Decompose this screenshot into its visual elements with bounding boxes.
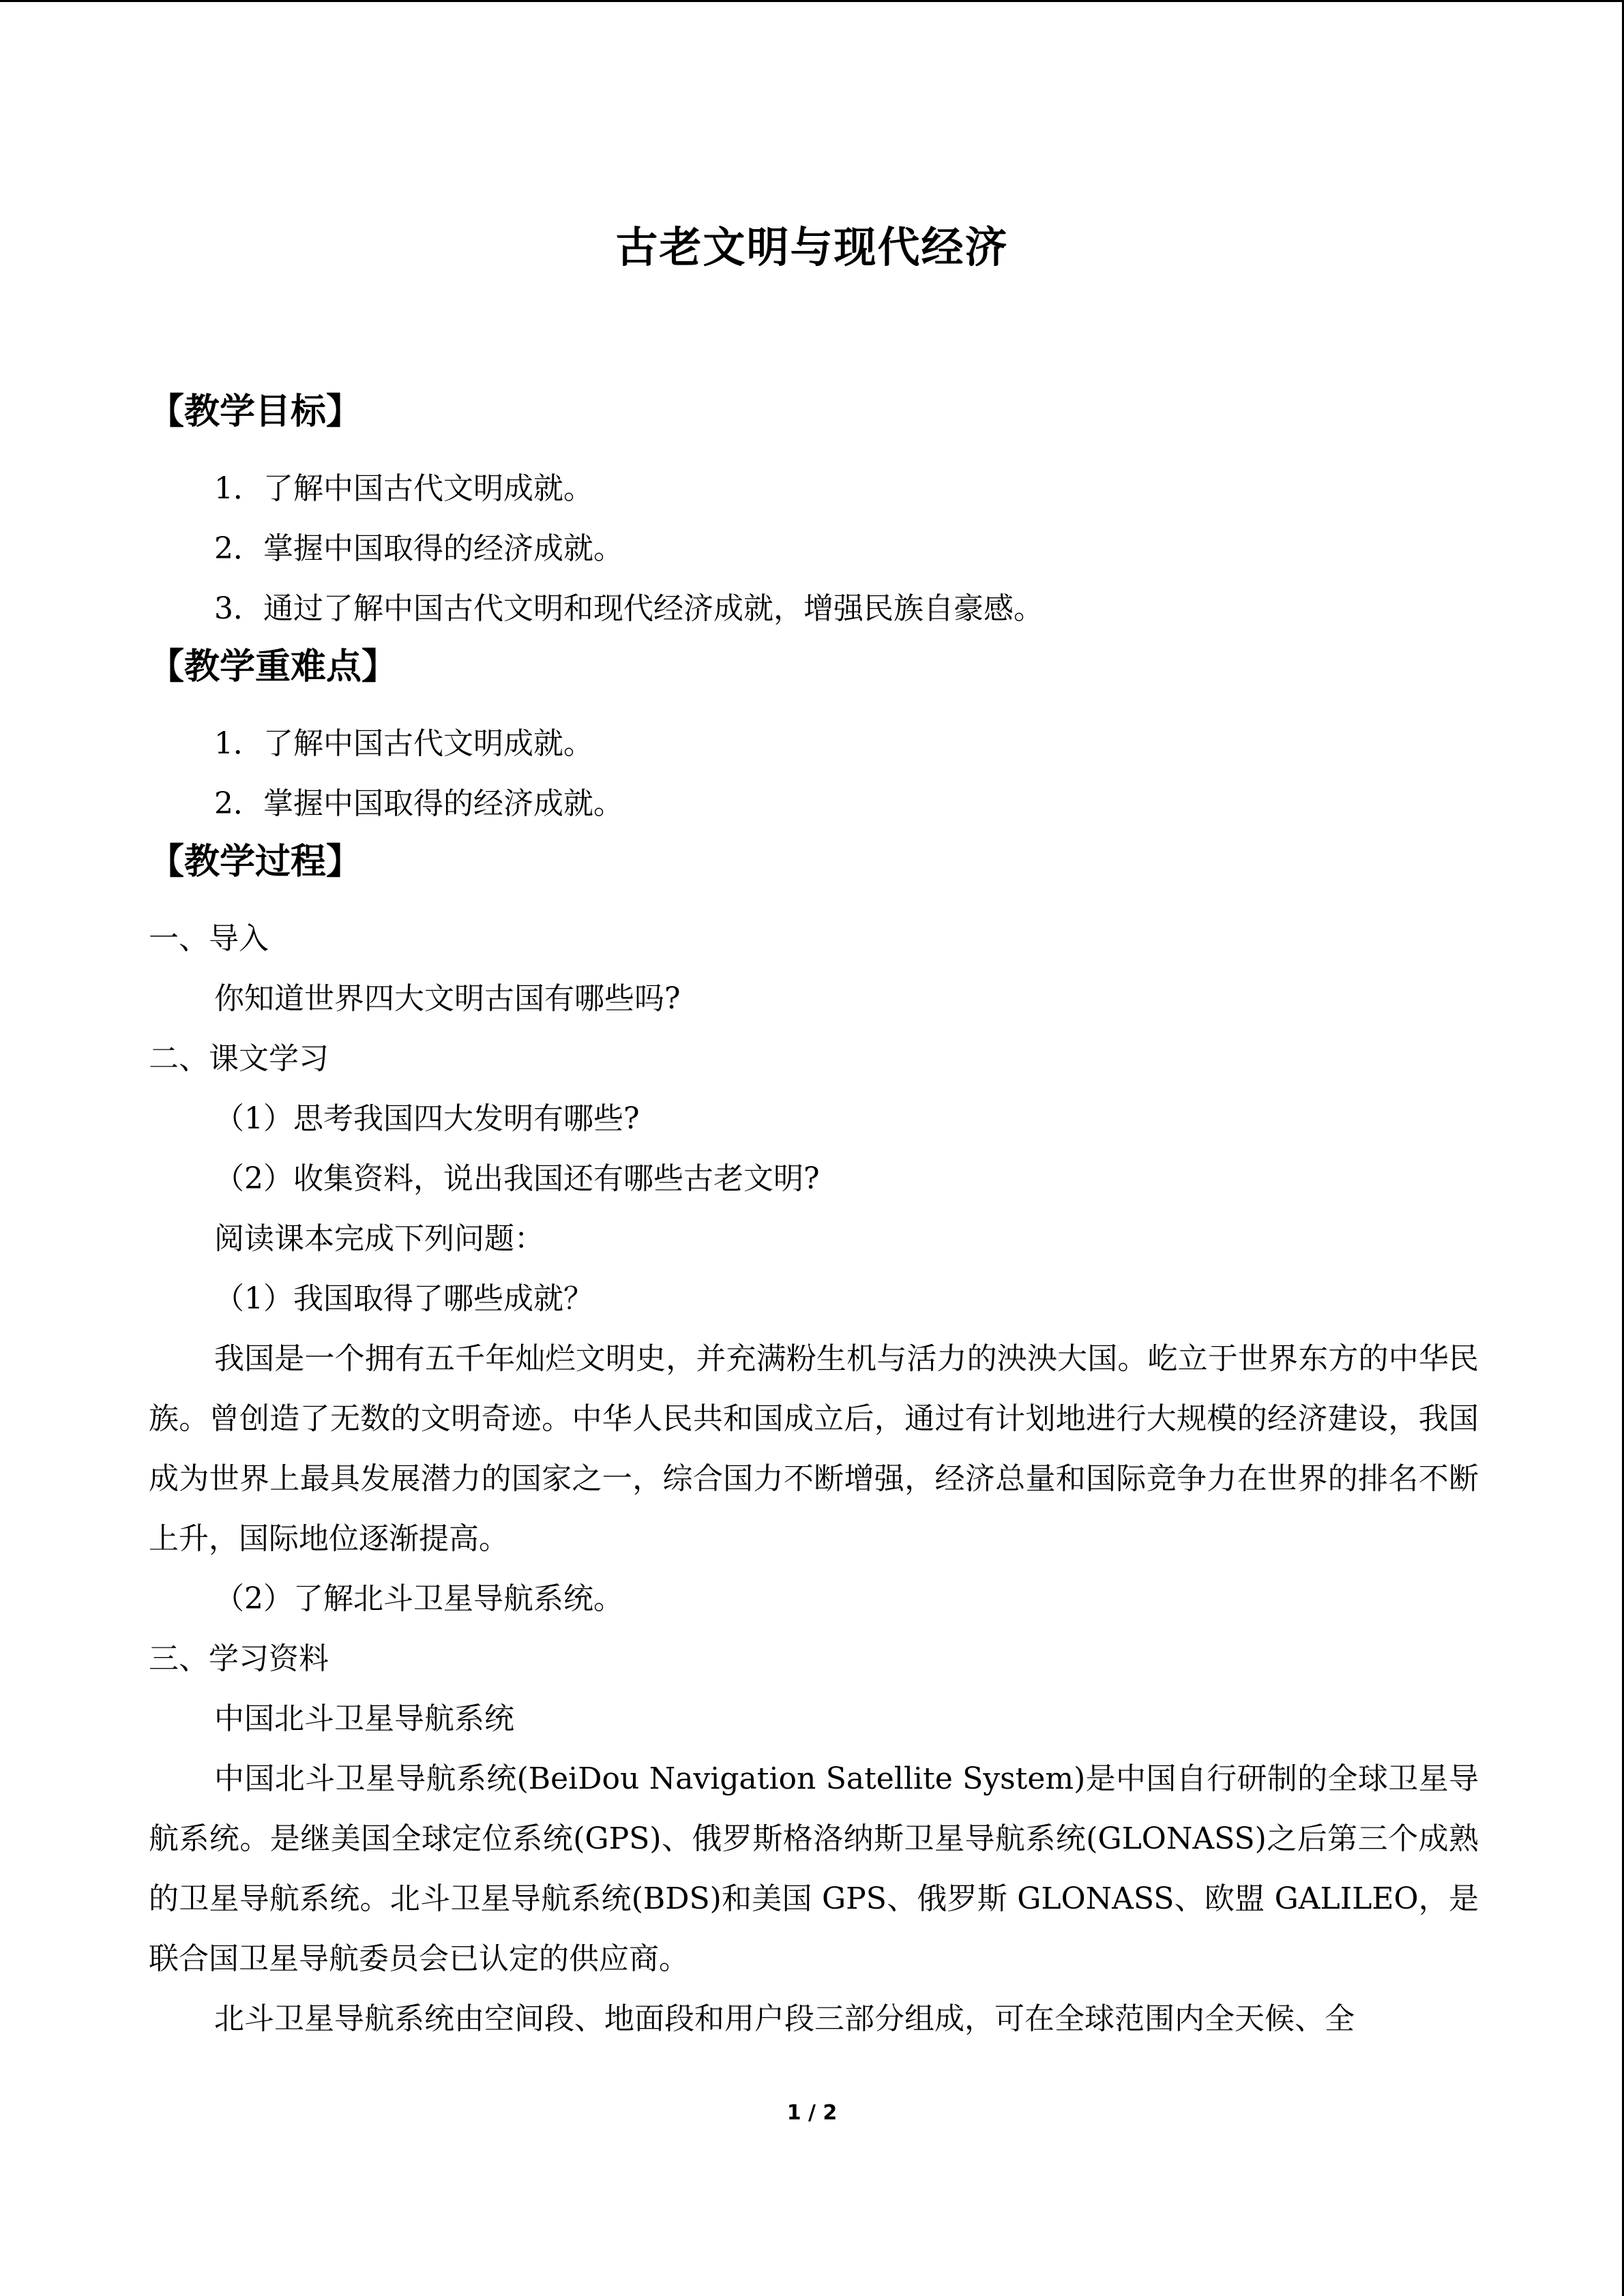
objective-item: 1．了解中国古代文明成就。 bbox=[214, 471, 593, 506]
document-body bbox=[149, 384, 1479, 2049]
key-point-item: 2．掌握中国取得的经济成就。 bbox=[214, 786, 623, 821]
material-label: 三、学习资料 bbox=[149, 1641, 329, 1676]
document-title: 古老文明与现代经济 bbox=[615, 222, 1009, 272]
study-label: 二、课文学习 bbox=[149, 1041, 329, 1076]
intro-label: 一、导入 bbox=[149, 921, 269, 956]
reading-prompt: 阅读课本完成下列问题： bbox=[214, 1221, 544, 1256]
intro-question: 你知道世界四大文明古国有哪些吗? bbox=[214, 981, 681, 1016]
page-number: 1 / 2 bbox=[786, 2101, 838, 2125]
objective-item: 2．掌握中国取得的经济成就。 bbox=[214, 531, 623, 566]
objectives-heading: 【教学目标】 bbox=[149, 391, 362, 432]
key-points-heading: 【教学重难点】 bbox=[149, 646, 398, 687]
material-paragraph-1: 中国北斗卫星导航系统(BeiDou Navigation Satellite System)是中国自行研制的全球卫星导航系统。是继美国全球定位系统(GPS)、俄罗斯格洛纳斯卫星导航系统(GLONASS)之后第三个成熟的卫星导航系统。北斗卫星导航系统(BDS)和美国 GPS、俄罗斯 GLONASS、欧盟 GALILEO，是联合国卫星导航委员会已认定的供应商。 bbox=[149, 1761, 1479, 1976]
reading-question-1: （1）我国取得了哪些成就？ bbox=[214, 1281, 593, 1316]
study-question-2: （2）收集资料，说出我国还有哪些古老文明? bbox=[214, 1161, 820, 1196]
objective-item: 3．通过了解中国古代文明和现代经济成就，增强民族自豪感。 bbox=[214, 591, 1044, 626]
process-heading: 【教学过程】 bbox=[149, 841, 362, 882]
key-point-item: 1．了解中国古代文明成就。 bbox=[214, 726, 593, 761]
reading-question-2: （2）了解北斗卫星导航系统。 bbox=[214, 1581, 623, 1616]
reading-paragraph: 我国是一个拥有五千年灿烂文明史，并充满粉生机与活力的泱泱大国。屹立于世界东方的中华民族。曾创造了无数的文明奇迹。中华人民共和国成立后，通过有计划地进行大规模的经济建设，我国成为世界上最具发展潜力的国家之一，综合国力不断增强，经济总量和国际竞争力在世界的排名不断上升，国际地位逐渐提高。 bbox=[149, 1341, 1479, 1556]
material-paragraph-2: 北斗卫星导航系统由空间段、地面段和用户段三部分组成，可在全球范围内全天候、全 bbox=[214, 2001, 1355, 2036]
study-question-1: （1）思考我国四大发明有哪些? bbox=[214, 1101, 640, 1136]
material-title: 中国北斗卫星导航系统 bbox=[214, 1701, 514, 1736]
